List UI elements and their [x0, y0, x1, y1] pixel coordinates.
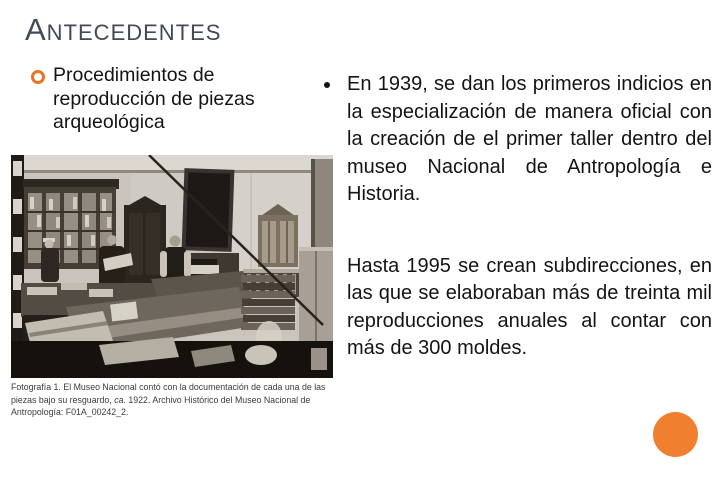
orange-circle-decoration [653, 412, 698, 457]
left-bullet-item [31, 64, 299, 135]
slide-title: Antecedentes [25, 12, 222, 47]
museum-archive-photo [11, 155, 333, 378]
caption-part2: 1922. Archivo Histórico del Museo Nacional de Antropología: F01A_00242_2. [11, 394, 311, 418]
photo-caption [11, 381, 335, 419]
right-paragraph-2: Hasta 1995 se crean subdirecciones, en las que se elaboraban más de treinta mil reproducciones anuales al contar con más de 300 moldes. [347, 254, 712, 359]
museum-photo-illustration [11, 155, 333, 378]
dot-bullet-icon [324, 82, 330, 88]
right-paragraph-1: En 1939, se dan los primeros indicios en la especialización de manera oficial con la creación de el primer taller dentro del museo Nacional de Antropología e Historia. [347, 73, 712, 205]
caption-part1: Fotografía 1. El Museo Nacional contó con la documentación de cada una de las piezas bajo su resguardo, [11, 382, 326, 405]
left-bullet-text: Procedimientos de reproducción de piezas arqueológica [53, 64, 255, 133]
caption-italic-ca: ca. [114, 394, 126, 405]
right-column [322, 71, 712, 363]
right-text-block [347, 71, 712, 363]
hollow-circle-bullet-icon [31, 70, 45, 84]
